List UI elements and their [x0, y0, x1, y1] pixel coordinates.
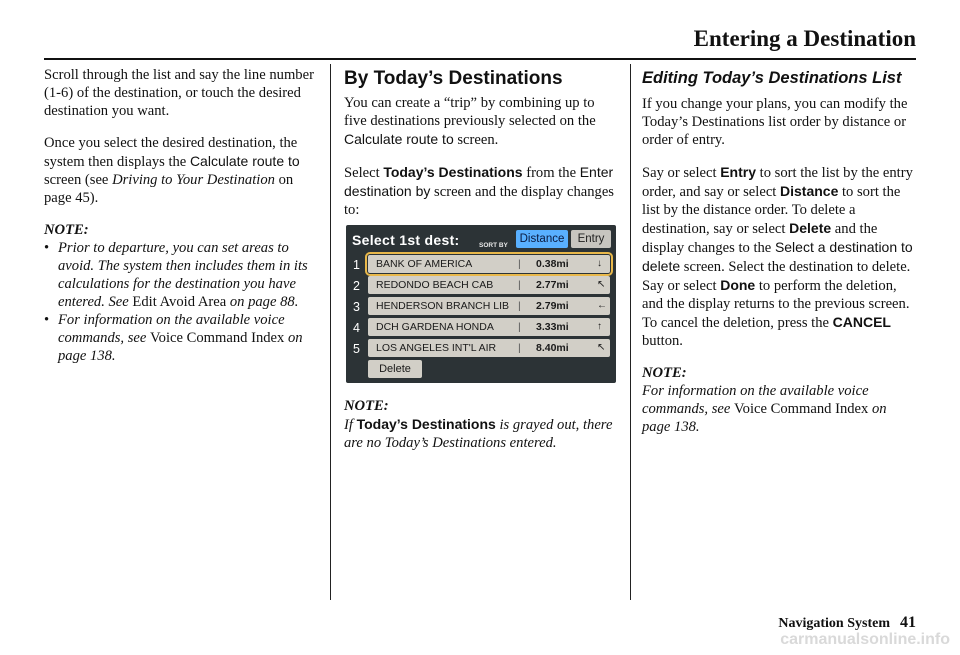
note-text: If Today’s Destinations is grayed out, there are no Today’s Destinations entered.	[344, 416, 613, 451]
row-number: 4	[353, 321, 360, 335]
screen-title: Select 1st dest:	[352, 232, 460, 248]
destination-row[interactable]: REDONDO BEACH CAB | 2.77mi ↖	[368, 276, 610, 294]
row-number: 1	[353, 258, 360, 272]
paragraph: If you change your plans, you can modify the Today’s Destinations list order by distance or order of entry.	[642, 96, 908, 148]
column-right	[642, 66, 918, 450]
entry-button[interactable]: Entry	[571, 230, 611, 248]
nav-screen-image	[346, 225, 616, 383]
header-rule	[44, 58, 916, 60]
direction-arrow-icon: ←	[597, 300, 607, 311]
column-divider	[630, 64, 631, 600]
paragraph: Select Today’s Destinations from the Enter destination by screen and the display changes to:	[344, 164, 614, 218]
paragraph: Say or select Entry to sort the list by the entry order, and say or select Distance to sort the list by the distance order. To delete a destination, say or select Delete and the display changes to the Select a destination to delete screen. Select the destination to delete. Say or select Done to perform the deletion, and the display returns to the previous screen. To cancel the deletion, press the CANCEL button.	[642, 164, 913, 349]
direction-arrow-icon: ↓	[597, 258, 602, 269]
direction-arrow-icon: ↖	[597, 279, 606, 290]
paragraph: Scroll through the list and say the line number (1-6) of the destination, or touch the desired destination you want.	[44, 67, 314, 119]
column-left	[44, 66, 320, 365]
paragraph: You can create a “trip” by combining up to five destinations previously selected on the Calculate route to screen.	[344, 95, 596, 148]
column-middle	[344, 66, 620, 466]
direction-arrow-icon: ↑	[597, 321, 602, 332]
destination-row[interactable]: BANK OF AMERICA | 0.38mi ↓	[368, 255, 610, 273]
section-heading: Editing Today’s Destinations List	[642, 69, 902, 87]
column-divider	[330, 64, 331, 600]
destination-row[interactable]: LOS ANGELES INT'L AIR | 8.40mi ↖	[368, 339, 610, 357]
footer-label: Navigation System	[778, 616, 890, 631]
delete-button[interactable]: Delete	[368, 360, 422, 378]
row-number: 2	[353, 279, 360, 293]
page-footer	[778, 614, 916, 632]
destination-row[interactable]: DCH GARDENA HONDA | 3.33mi ↑	[368, 318, 610, 336]
destination-row[interactable]: HENDERSON BRANCH LIB | 2.79mi ←	[368, 297, 610, 315]
list-item: • For information on the available voice commands, see Voice Command Index on page 138.	[44, 311, 320, 365]
page-number: 41	[900, 614, 916, 631]
note-text: For information on the available voice commands, see Voice Command Index on page 138.	[642, 383, 887, 435]
page-title: Entering a Destination	[693, 26, 916, 51]
row-number: 5	[353, 342, 360, 356]
note-label: NOTE:	[344, 398, 389, 414]
section-heading: By Today’s Destinations	[344, 68, 563, 89]
sort-by-label: SORT BY	[479, 242, 508, 249]
direction-arrow-icon: ↖	[597, 342, 606, 353]
note-label: NOTE:	[44, 222, 89, 238]
watermark: carmanualsonline.info	[780, 631, 950, 648]
note-list	[44, 239, 320, 365]
note-label: NOTE:	[642, 365, 687, 381]
paragraph: Once you select the desired destination, the system then displays the Calculate route to screen (see Driving to Your Destination on page 45).	[44, 135, 300, 206]
row-number: 3	[353, 300, 360, 314]
distance-button[interactable]: Distance	[516, 230, 568, 248]
list-item: • Prior to departure, you can set areas to avoid. The system then includes them in its calculations for the destination you have entered. See Edit Avoid Area on page 88.	[44, 239, 320, 311]
